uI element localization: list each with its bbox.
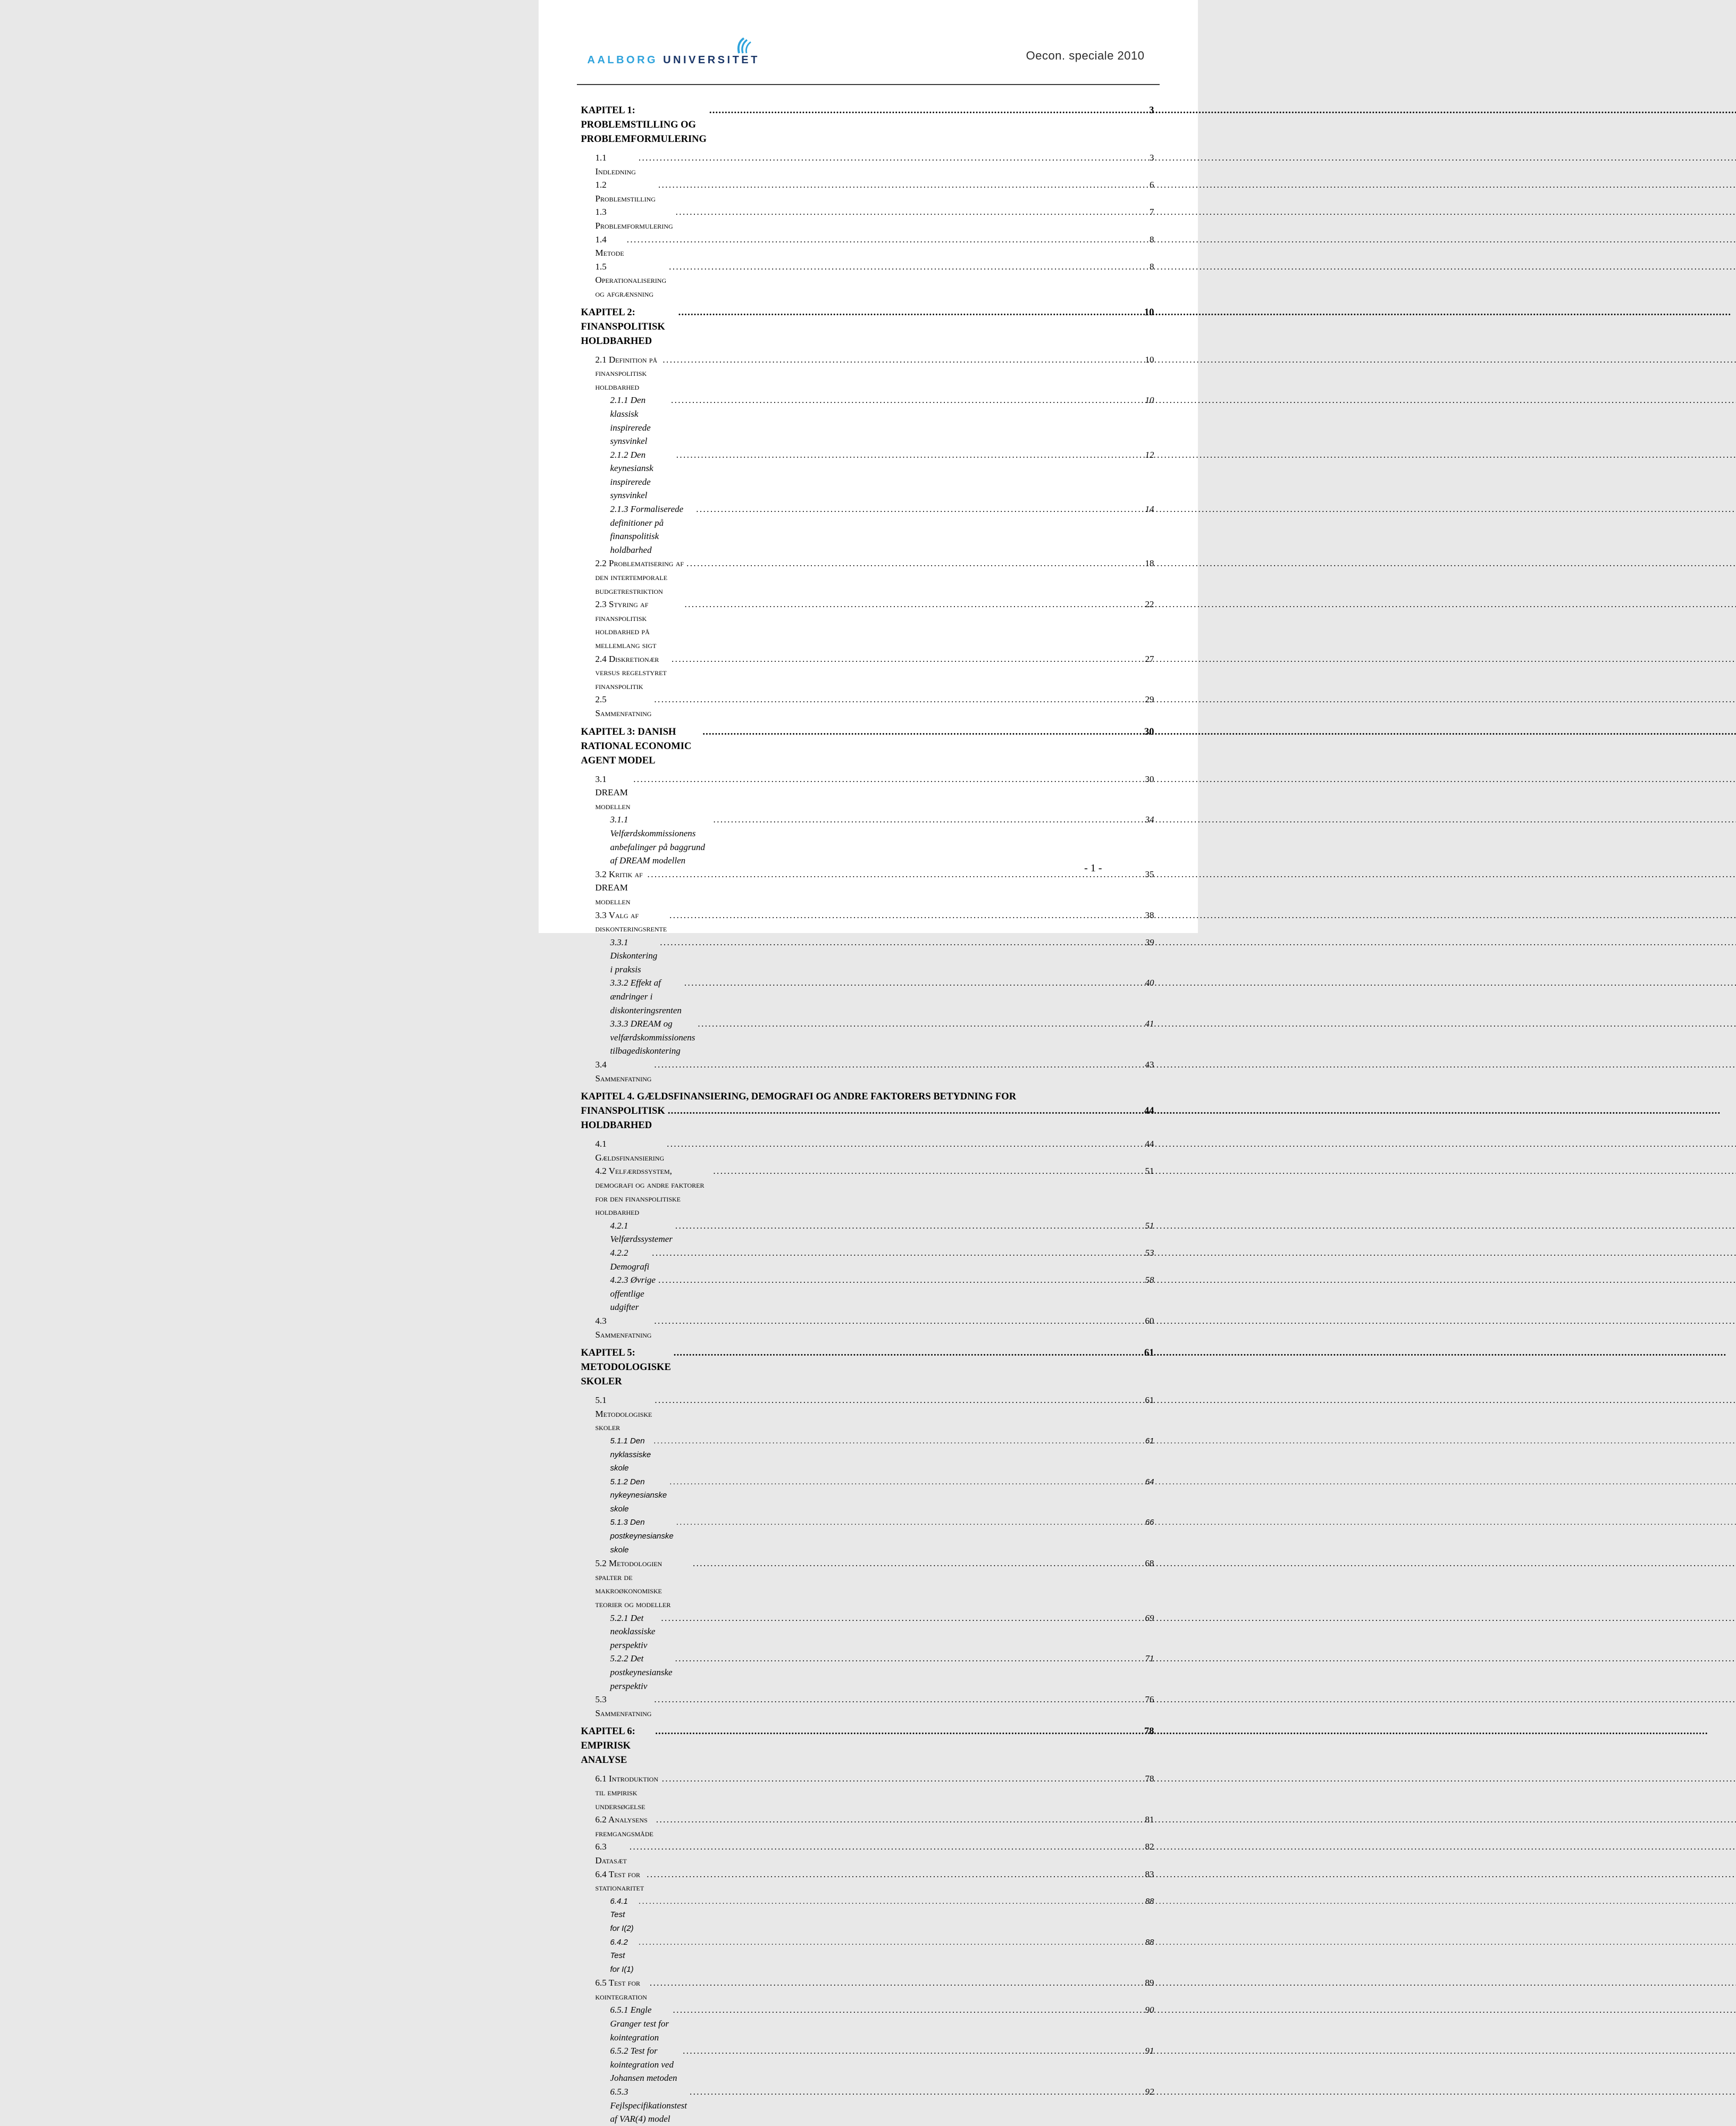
toc-entry-page: 88	[1145, 1896, 1154, 1906]
toc-entry-page: 78	[1144, 1726, 1154, 1737]
toc-entry[interactable]	[581, 1164, 1154, 1219]
toc-entry[interactable]	[581, 1516, 1154, 1557]
toc-entry-label: 1.2 Problemstilling	[595, 180, 656, 204]
toc-entry-label: 2.1 Definition på finanspolitisk holdbarhed	[595, 354, 658, 392]
dot-leader	[660, 936, 1144, 949]
toc-entry-page: 64	[1145, 1477, 1154, 1486]
toc-entry-page: 12	[1145, 449, 1154, 460]
dot-leader	[674, 1346, 1143, 1360]
dot-leader	[672, 652, 1144, 666]
toc-entry-page: 71	[1145, 1653, 1154, 1664]
toc-entry-label: KAPITEL 3: DANISH RATIONAL ECONOMIC AGENT MODEL	[581, 726, 692, 766]
toc-chapter-entry[interactable]	[581, 306, 1154, 349]
toc-entry-page: 61	[1144, 1348, 1154, 1359]
toc-entry-label: 3.3.1 Diskontering i praksis	[610, 937, 658, 974]
dot-leader	[648, 868, 1144, 881]
dot-leader	[654, 1058, 1144, 1072]
toc-entry-label: 4.3 Sammenfatning	[595, 1315, 652, 1340]
toc-entry-page: 10	[1145, 354, 1154, 365]
toc-entry-label: 4.2 Velfærdssystem, demografi og andre faktorer for den finanspolitiske holdbarhed	[595, 1166, 705, 1217]
toc-entry[interactable]	[581, 557, 1154, 598]
toc-entry-page: 40	[1145, 978, 1154, 988]
toc-entry-label: FINANSPOLITISK HOLDBARHED	[581, 1106, 665, 1131]
toc-entry-label: 2.4 Diskretionær versus regelstyret finanspolitik	[595, 653, 667, 691]
dot-leader	[654, 1314, 1144, 1328]
dot-leader	[653, 1434, 1144, 1448]
toc-entry-page: 29	[1145, 694, 1154, 705]
dot-leader	[639, 1895, 1144, 1909]
toc-entry-page: 89	[1145, 1978, 1154, 1988]
toc-chapter-entry[interactable]	[581, 1725, 1154, 1768]
dot-leader	[696, 502, 1144, 516]
dot-leader	[669, 260, 1148, 274]
toc-entry[interactable]	[581, 1611, 1154, 1652]
dot-leader	[702, 725, 1143, 740]
toc-entry-page: 6	[1150, 180, 1154, 190]
toc-entry-page: 39	[1145, 937, 1154, 947]
dot-leader	[661, 1611, 1144, 1625]
toc-entry-label: 6.4 Test for stationaritet	[595, 1869, 644, 1893]
toc-entry-label: 2.2 Problematisering af den intertemporale budgetrestriktion	[595, 558, 684, 596]
toc-entry[interactable]	[581, 1219, 1154, 1246]
toc-entry-page: 60	[1145, 1315, 1154, 1326]
toc-entry-page: 8	[1150, 234, 1154, 245]
toc-entry-page: 44	[1144, 1106, 1154, 1117]
document-page	[539, 0, 1198, 2124]
dot-leader	[654, 1693, 1144, 1707]
dot-leader	[669, 1475, 1144, 1489]
dot-leader	[633, 772, 1144, 786]
dot-leader	[676, 205, 1148, 219]
toc-entry-page: 83	[1145, 1869, 1154, 1879]
toc-entry-page: 51	[1145, 1220, 1154, 1231]
document-label: Oecon. speciale 2010	[1026, 49, 1145, 62]
toc-entry-page: 30	[1145, 774, 1154, 784]
toc-entry-page: 82	[1145, 1842, 1154, 1852]
toc-entry[interactable]	[581, 448, 1154, 502]
toc-entry-page: 51	[1145, 1166, 1154, 1177]
toc-entry-page: 58	[1145, 1275, 1154, 1285]
toc-entry-page: 10	[1145, 395, 1154, 406]
toc-entry[interactable]	[581, 260, 1154, 301]
toc-entry[interactable]	[581, 1936, 1154, 1977]
logo-text	[588, 54, 760, 66]
toc-entry-label: 6.2 Analysens fremgangsmåde	[595, 1814, 653, 1838]
toc-entry[interactable]	[581, 2044, 1154, 2085]
toc-entry[interactable]	[581, 693, 1154, 720]
toc-entry-label: 5.2 Metodologien spalter de makroøkonomiske teorier og modeller	[595, 1558, 671, 1610]
toc-entry-label: 4.2.1 Velfærdssystemer	[610, 1220, 673, 1245]
toc-entry-page: 76	[1145, 1694, 1154, 1705]
toc-entry-page: 61	[1145, 1436, 1154, 1446]
dot-leader	[639, 151, 1148, 165]
toc-entry[interactable]	[581, 1137, 1154, 1164]
toc-entry[interactable]	[581, 772, 1154, 813]
toc-entry-label: 2.1.3 Formaliserede definitioner på finanspolitisk holdbarhed	[610, 504, 684, 555]
toc-entry-label: 3.3.3 DREAM og velfærdskommissionens tilbagediskontering	[610, 1019, 695, 1056]
toc-entry-label: 3.1 DREAM modellen	[595, 774, 631, 811]
dot-leader	[654, 693, 1144, 707]
toc-entry-label: 4.2.2 Demografi	[610, 1247, 650, 1272]
toc-entry[interactable]	[581, 2085, 1154, 2126]
dot-leader	[630, 1840, 1144, 1854]
toc-entry[interactable]	[581, 1393, 1154, 1434]
toc-chapter-entry[interactable]	[581, 1090, 1154, 1133]
dot-leader	[652, 1246, 1144, 1260]
toc-entry-label: 3.3.2 Effekt af ændringer i diskonteringsrenten	[610, 978, 682, 1015]
toc-entry[interactable]	[581, 1693, 1154, 1720]
toc-entry[interactable]	[581, 1772, 1154, 1813]
toc-entry[interactable]	[581, 1273, 1154, 1314]
dot-leader	[675, 1652, 1144, 1666]
toc-entry[interactable]	[581, 1058, 1154, 1085]
toc-entry-page: 68	[1145, 1558, 1154, 1569]
toc-entry[interactable]	[581, 205, 1154, 232]
dot-leader	[676, 448, 1144, 462]
toc-entry[interactable]	[581, 1840, 1154, 1867]
toc-entry-label: 1.5 Operationalisering og afgrænsning	[595, 261, 667, 299]
toc-entry-page: 10	[1144, 307, 1154, 318]
toc-chapter-entry[interactable]	[581, 1346, 1154, 1389]
toc-entry-label: 5.2.1 Det neoklassiske perspektiv	[610, 1612, 656, 1650]
toc-chapter-entry[interactable]	[581, 104, 1154, 147]
toc-entry-page: 44	[1145, 1139, 1154, 1149]
toc-entry-label: 6.5.2 Test for kointegration ved Johansen metoden	[610, 2046, 677, 2083]
dot-leader	[662, 1772, 1144, 1786]
toc-entry-label: KAPITEL 5: METODOLOGISKE SKOLER	[581, 1348, 671, 1388]
toc-entry-label: 2.5 Sammenfatning	[595, 694, 652, 718]
dot-leader	[650, 1976, 1144, 1990]
toc-entry[interactable]	[581, 2003, 1154, 2044]
toc-entry[interactable]	[581, 813, 1154, 867]
toc-entry[interactable]	[581, 1557, 1154, 1611]
header-divider	[577, 84, 1160, 85]
toc-entry-page: 3	[1149, 105, 1154, 116]
dot-leader	[655, 1725, 1143, 1739]
toc-entry-label: 1.1 Indledning	[595, 153, 636, 177]
toc-entry-label: 2.3 Styring af finanspolitisk holdbarhed på mellemlang sigt	[595, 599, 657, 650]
dot-leader	[684, 976, 1144, 990]
toc-entry-label: 5.1 Metodologiske skoler	[595, 1395, 652, 1433]
dot-leader	[658, 178, 1148, 192]
toc-entry-label: 6.3 Datasæt	[595, 1842, 627, 1865]
toc-entry-label: KAPITEL 2: FINANSPOLITISK HOLDBARHED	[581, 307, 665, 347]
toc-entry-label: 2.1.2 Den keynesiansk inspirerede synsvinkel	[610, 449, 653, 501]
toc-entry-page: 34	[1145, 814, 1154, 825]
toc-entry-label: 4.1 Gældsfinansiering	[595, 1139, 665, 1163]
toc-entry-page: 27	[1145, 653, 1154, 664]
dot-leader	[713, 1164, 1144, 1178]
toc-entry-page: 7	[1150, 207, 1154, 217]
dot-leader	[686, 557, 1144, 570]
toc-entry-line	[581, 1090, 1154, 1104]
toc-entry-label: 3.1.1 Velfærdskommissionens anbefalinger på baggrund af DREAM modellen	[610, 814, 705, 866]
aalborg-universitet-logo	[581, 36, 783, 66]
toc-entry-label: 1.4 Metode	[595, 234, 624, 258]
toc-entry-page: 53	[1145, 1247, 1154, 1258]
toc-entry-label: 5.1.2 Den nykeynesianske skole	[610, 1477, 667, 1514]
toc-entry-page: 14	[1145, 504, 1154, 515]
toc-entry[interactable]	[581, 393, 1154, 448]
toc-entry[interactable]	[581, 1976, 1154, 2003]
toc-entry-label: 3.4 Sammenfatning	[595, 1060, 652, 1083]
logo-word-universitet: UNIVERSITET	[663, 54, 760, 66]
dot-leader	[656, 1813, 1144, 1827]
toc-entry-page: 38	[1145, 910, 1154, 920]
dot-leader	[647, 1868, 1144, 1881]
dot-leader	[673, 2003, 1144, 2017]
dot-leader	[658, 1273, 1144, 1287]
toc-entry[interactable]	[581, 502, 1154, 557]
toc-entry[interactable]	[581, 936, 1154, 977]
toc-entry[interactable]	[581, 1246, 1154, 1273]
dot-leader	[667, 1137, 1144, 1151]
dot-leader	[655, 1393, 1144, 1407]
dot-leader	[684, 598, 1144, 611]
toc-entry-label: KAPITEL 1: PROBLEMSTILLING OG PROBLEMFORMULERING	[581, 105, 707, 145]
dot-leader	[676, 1516, 1144, 1530]
toc-entry-page: 22	[1145, 599, 1154, 610]
dot-leader	[690, 2085, 1144, 2099]
toc	[581, 99, 1154, 2126]
dot-leader	[639, 1936, 1144, 1949]
toc-entry-label: 4.2.3 Øvrige offentlige udgifter	[610, 1275, 656, 1313]
dot-leader	[709, 104, 1148, 118]
toc-entry-label: 6.5.1 Engle Granger test for kointegration	[610, 2005, 669, 2043]
toc-entry-page: 18	[1145, 558, 1154, 569]
toc-entry-page: 61	[1145, 1395, 1154, 1406]
toc-entry-page: 91	[1145, 2046, 1154, 2056]
toc-entry-label: 5.3 Sammenfatning	[595, 1694, 652, 1718]
toc-entry[interactable]	[581, 1868, 1154, 1895]
toc-entry-page: 35	[1145, 869, 1154, 879]
dot-leader	[627, 233, 1148, 247]
dot-leader	[698, 1017, 1144, 1031]
toc-entry[interactable]	[581, 909, 1154, 936]
toc-entry-label: 6.4.2 Test for I(1)	[610, 1937, 634, 1974]
dot-leader	[662, 353, 1144, 367]
toc-entry-page: 90	[1145, 2005, 1154, 2015]
aau-wave-icon	[734, 37, 752, 54]
dot-leader	[693, 1557, 1144, 1570]
toc-entry-page: 30	[1144, 726, 1154, 737]
toc-entry[interactable]	[581, 868, 1154, 909]
toc-entry-page: 92	[1145, 2087, 1154, 2097]
dot-leader	[675, 1219, 1144, 1233]
dot-leader	[714, 813, 1144, 827]
toc-entry[interactable]	[581, 1652, 1154, 1693]
dot-leader	[669, 909, 1144, 922]
toc-entry-label: 6.1 Introduktion til empirisk undersøgelse	[595, 1774, 658, 1811]
toc-entry-page: 81	[1145, 1814, 1154, 1825]
toc-entry-label: 1.3 Problemformulering	[595, 207, 673, 231]
toc-entry-label: 3.3 Valg af diskonteringsrente	[595, 910, 667, 934]
toc-entry[interactable]	[581, 233, 1154, 260]
toc-entry[interactable]	[581, 178, 1154, 205]
dot-leader	[683, 2044, 1144, 2058]
toc-entry[interactable]	[581, 652, 1154, 693]
toc-entry-page: 88	[1145, 1937, 1154, 1947]
logo-word-aalborg: AALBORG	[587, 54, 658, 66]
toc-entry-label: 2.1.1 Den klassisk inspirerede synsvinkel	[610, 395, 651, 447]
toc-entry[interactable]	[581, 353, 1154, 394]
dot-leader	[678, 306, 1143, 320]
toc-entry[interactable]	[581, 1434, 1154, 1475]
toc-entry[interactable]	[581, 1475, 1154, 1516]
toc-entry-label: 6.5.3 Fejlspecifikationstest af VAR(4) model	[610, 2087, 687, 2124]
toc-entry-label: KAPITEL 4. GÆLDSFINANSIERING, DEMOGRAFI OG ANDRE FAKTORERS BETYDNING FOR	[581, 1091, 1017, 1103]
dot-leader	[668, 1104, 1143, 1119]
toc-entry[interactable]	[581, 1895, 1154, 1936]
toc-entry-page: 8	[1150, 261, 1154, 272]
toc-entry-label: 5.1.1 Den nyklassiske skole	[610, 1436, 651, 1473]
toc-chapter-entry[interactable]	[581, 725, 1154, 768]
toc-entry-label: KAPITEL 6: EMPIRISK ANALYSE	[581, 1726, 635, 1766]
toc-entry[interactable]	[581, 976, 1154, 1017]
toc-entry-label: 5.2.2 Det postkeynesianske perspektiv	[610, 1653, 673, 1691]
toc-entry-page: 66	[1145, 1518, 1154, 1527]
toc-entry-page: 41	[1145, 1019, 1154, 1029]
toc-entry-page: 3	[1150, 153, 1154, 163]
toc-entry[interactable]	[581, 1813, 1154, 1840]
toc-entry-label: 6.4.1 Test for I(2)	[610, 1896, 634, 1933]
toc-entry-page: 78	[1145, 1774, 1154, 1784]
toc-entry-page: 69	[1145, 1612, 1154, 1623]
dot-leader	[671, 393, 1144, 407]
toc-entry-page: 43	[1145, 1060, 1154, 1070]
toc-entry[interactable]	[581, 1314, 1154, 1341]
toc-entry[interactable]	[581, 1017, 1154, 1058]
toc-entry-label: 5.1.3 Den postkeynesianske skole	[610, 1518, 674, 1554]
toc-entry[interactable]	[581, 598, 1154, 652]
toc-entry-label: 3.2 Kritik af DREAM modellen	[595, 869, 643, 906]
toc-entry-line	[581, 1104, 1154, 1133]
toc-entry[interactable]	[581, 151, 1154, 178]
footer-page-number: - 1 -	[1084, 862, 1102, 874]
toc-entry-label: 6.5 Test for kointegration	[595, 1978, 647, 2002]
